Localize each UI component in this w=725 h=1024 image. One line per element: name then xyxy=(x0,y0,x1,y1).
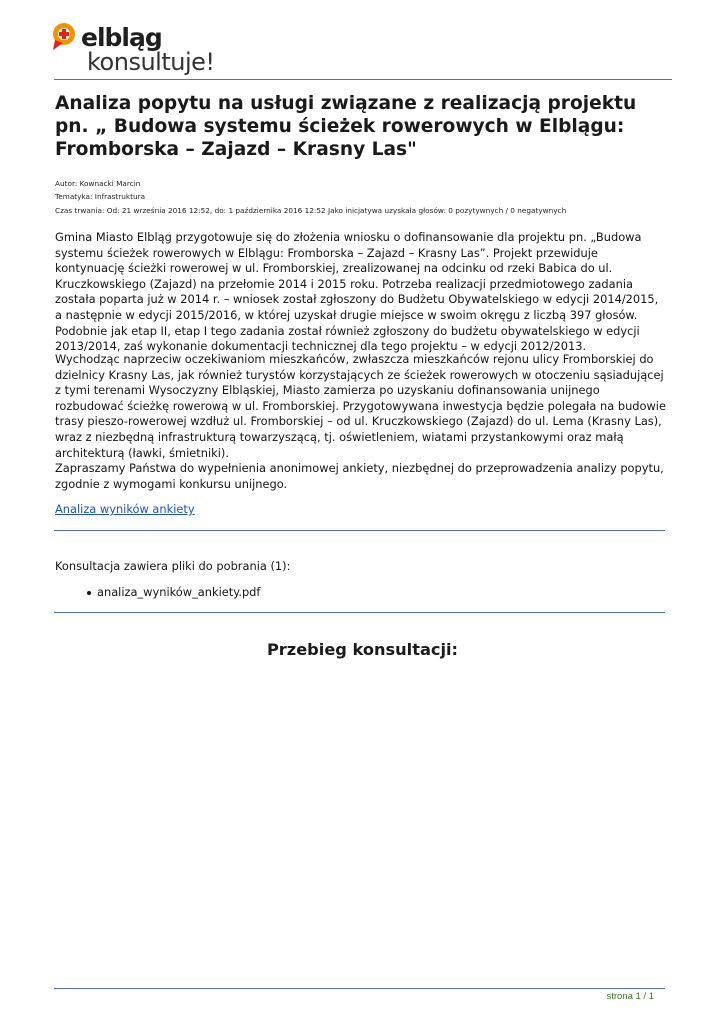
meta-duration: Czas trwania: Od: 21 września 2016 12:52, do: 1 października 2016 12:52 Jako inicjatywa uzyskała głosów: 0 pozytywnych / 0 negatywnych xyxy=(55,206,567,215)
content-divider-2 xyxy=(54,612,665,613)
file-item[interactable]: analiza_wyników_ankiety.pdf xyxy=(55,585,260,599)
survey-results-link[interactable]: Analiza wyników ankiety xyxy=(55,502,195,516)
meta-topic: Tematyka: Infrastruktura xyxy=(55,192,146,201)
page-title: Analiza popytu na usługi związane z realizacją projektu pn. „ Budowa systemu ścieżek rowerowych w Elblągu: Fromborska – Zajazd – Krasny Las" xyxy=(55,93,637,160)
logo-text-konsultuje: konsultuje! xyxy=(87,48,215,76)
footer-divider xyxy=(54,988,665,989)
section-heading: Przebieg konsultacji: xyxy=(266,640,459,659)
body-paragraph-1: Gmina Miasto Elbląg przygotowuje się do złożenia wniosku o dofinansowanie dla projektu pn. „Budowa systemu ścieżek rowerowych w Elblągu: Fromborska – Zajazd – Krasny Las”. Projekt przewiduje kontynuację ścieżki rowerowej w ul. Fromborskiej, zrealizowanej na odcinku od rzeki Babica do ul. Kruczkowskiego (Zajazd) na przełomie 2014 i 2015 roku. Potrzeba realizacji przedmiotowego zadania została poparta już w 2014 r. – wniosek został zgłoszony do Budżetu Obywatelskiego w edycji 2014/2015, a następnie w edycji 2015/2016, w której uzyskał drugie miejsce w swoim okręgu z liczbą 397 głosów. Podobnie jak etap II, etap I tego zadania został również zgłoszony do budżetu obywatelskiego w edycji 2013/2014, zaś wykonanie dokumentacji technicznej dla tego projektu – w edycji 2012/2013. xyxy=(55,230,659,354)
body-paragraph-3: Zapraszamy Państwa do wypełnienia anonimowej ankiety, niezbędnej do przeprowadzenia analizy popytu, zgodnie z wymogami konkursu unijnego. xyxy=(55,461,664,491)
header-divider xyxy=(54,79,672,80)
meta-author: Autor: Kownacki Marcin xyxy=(55,179,141,188)
page-number: strona 1 / 1 xyxy=(606,991,654,1002)
elblag-konsultuje-logo[interactable] xyxy=(51,18,221,76)
body-paragraph-2: Wychodząc naprzeciw oczekiwaniom mieszkańców, zwłaszcza mieszkańców rejonu ulicy Fromborskiej do dzielnicy Krasny Las, jak również turystów korzystających ze ścieżek rowerowych w otoczeniu sąsiadującej z tymi terenami Wysoczyzny Elbląskiej, Miasto zamierza po uzyskaniu dofinansowania unijnego rozbudować ścieżkę rowerową w ul. Fromborskiej. Przygotowywana inwestycja będzie polegała na budowie trasy pieszo-rowerowej wzdłuż ul. Fromborskiej – od ul. Kruczkowskiego (Zajazd) do ul. Lema (Krasny Las), wraz z niezbędną infrastrukturą towarzyszącą, tj. oświetleniem, wiatami przystankowymi oraz małą architekturą (ławki, śmietniki). xyxy=(55,352,666,460)
files-intro-text: Konsultacja zawiera pliki do pobrania (1): xyxy=(55,559,291,573)
content-divider-1 xyxy=(54,530,665,531)
file-list xyxy=(55,585,260,599)
logo-speech-bubble-icon xyxy=(51,22,83,54)
logo-text-elblag: elbląg xyxy=(81,23,162,52)
